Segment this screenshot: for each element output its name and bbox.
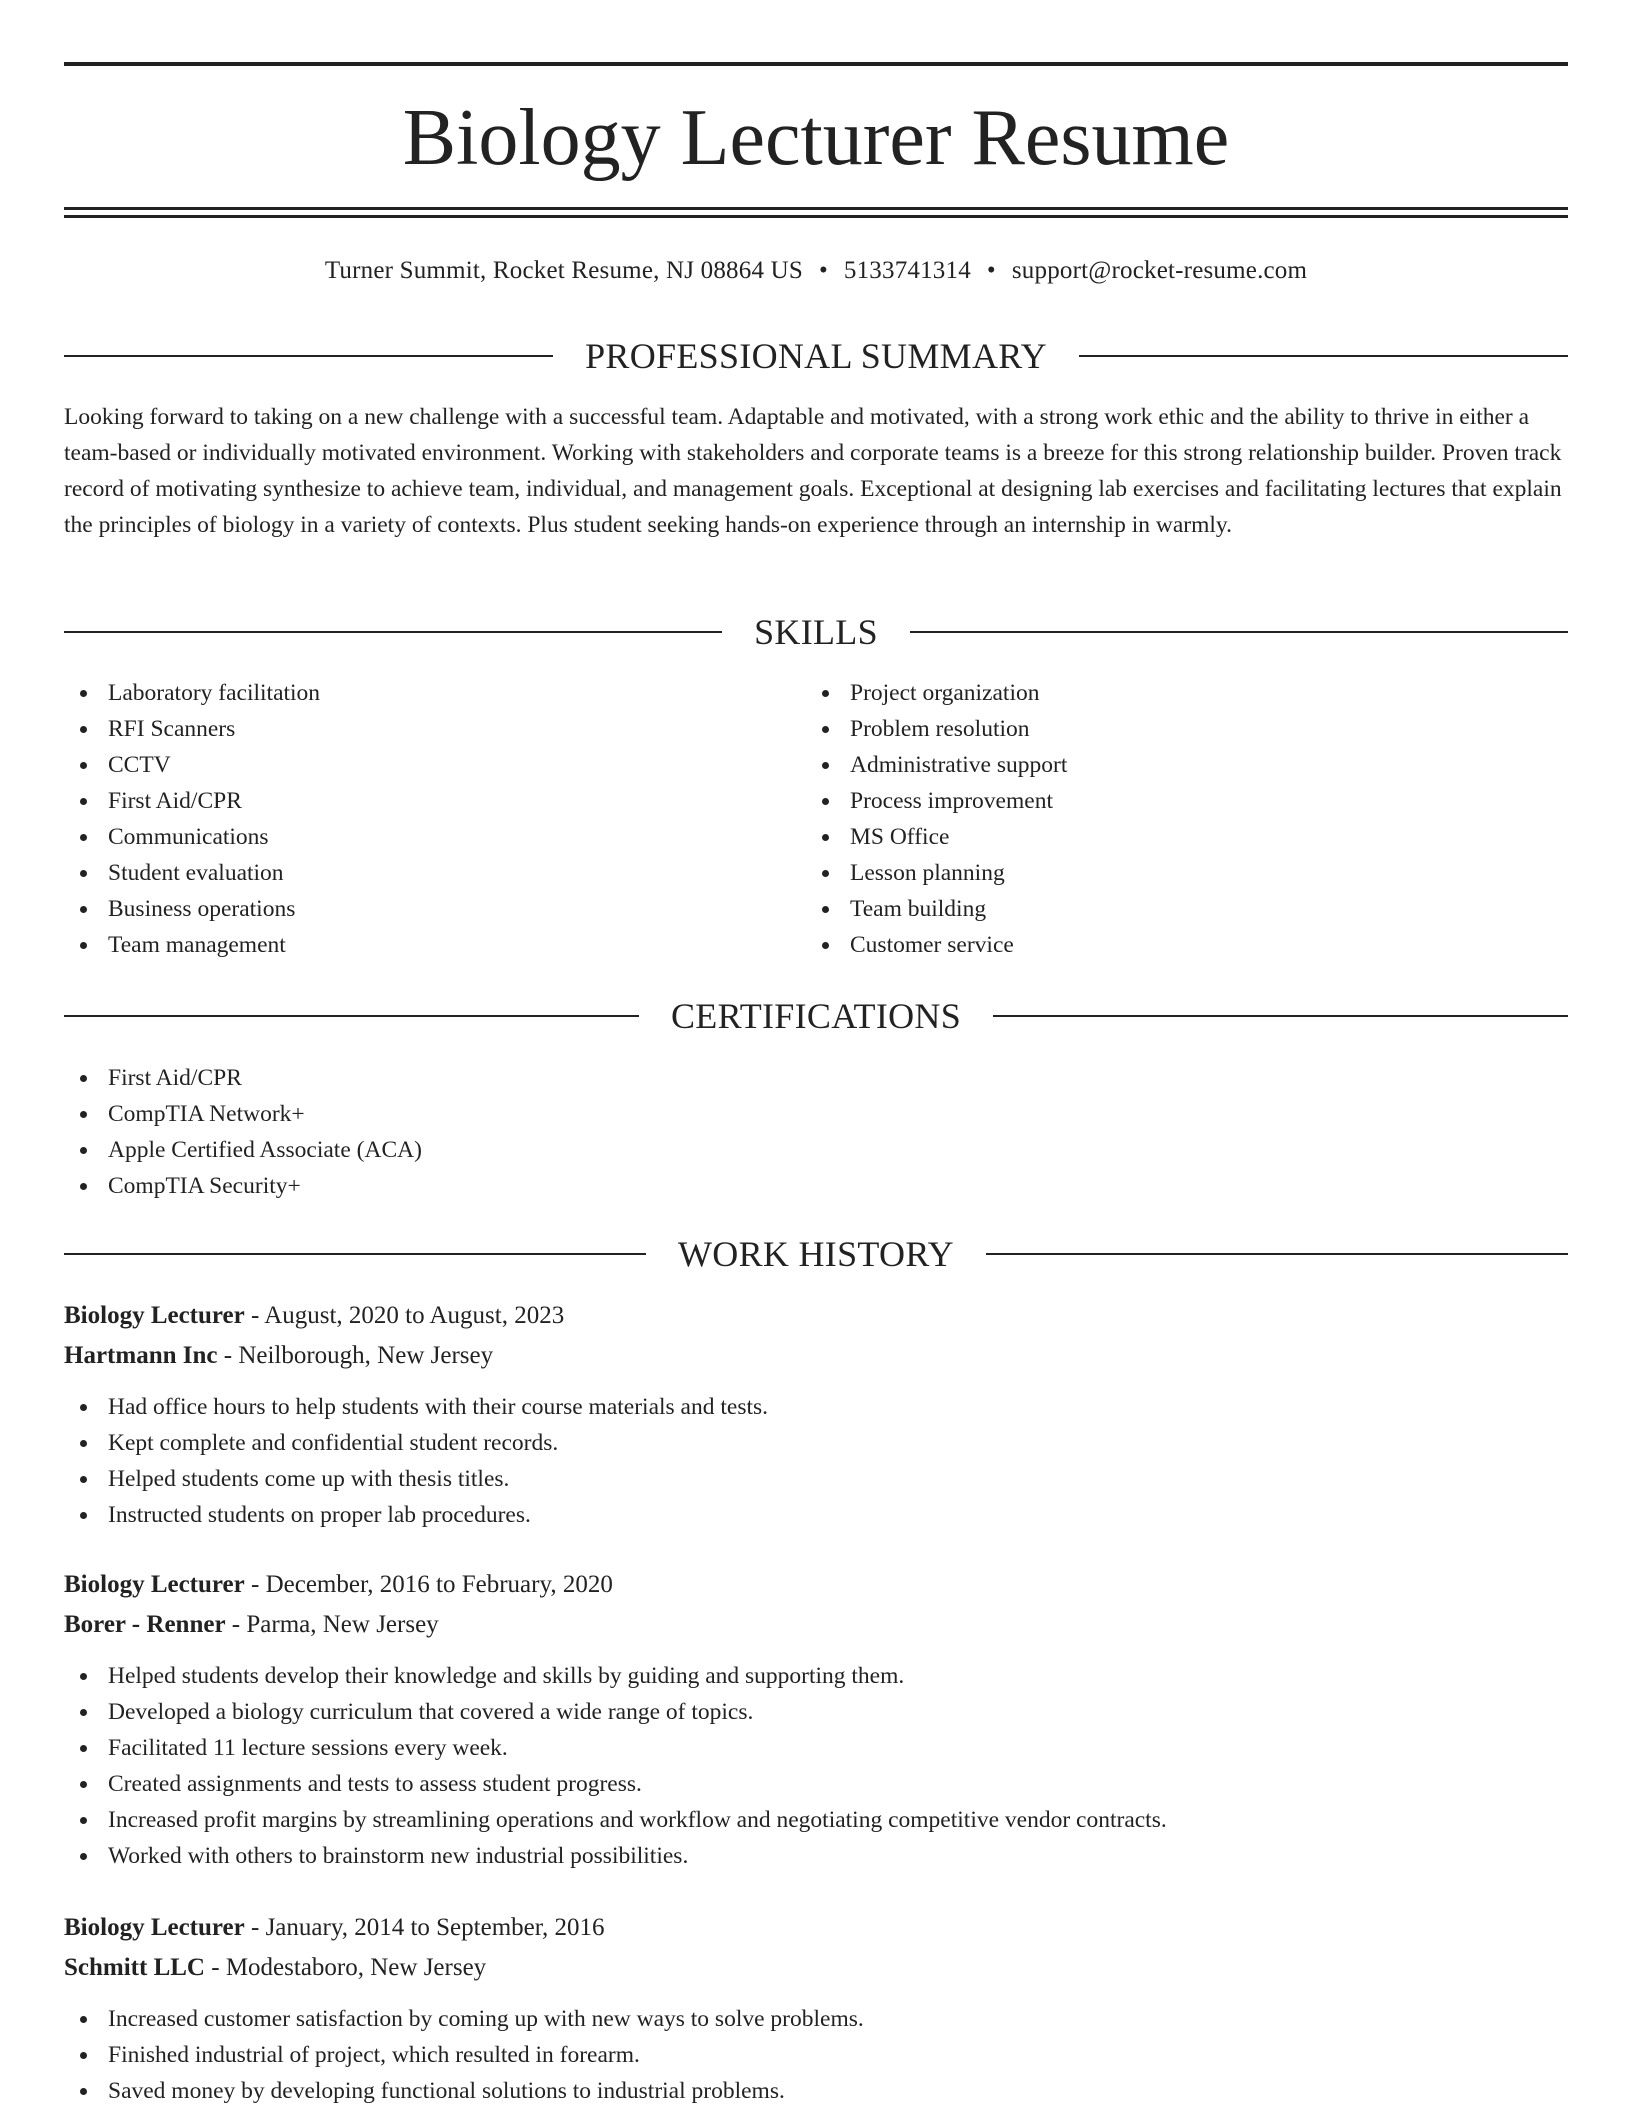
contact-phone: 5133741314 [843, 257, 971, 284]
section-heading-label: CERTIFICATIONS [670, 996, 962, 1036]
section-heading-summary [64, 334, 1568, 378]
summary-text: Looking forward to taking on a new challenge with a successful team. Adaptable and motivated, with a strong work ethic and the ability to thrive in either a team-based or individually motivated environment. Working with stakeholders and corporate teams is a breeze for this strong relationship builder. Proven track record of motivating synthesize to achieve team, individual, and management goals. Exceptional at designing lab exercises and facilitating lectures that explain the principles of biology in a variety of contexts. Plus student seeking hands-on experience through an internship in warmly. [64, 404, 1562, 538]
job-bullet: Helped students develop their knowledge and skills by guiding and supporting them. [64, 1658, 1568, 1694]
title-bottom-rule-1 [64, 207, 1568, 210]
job-dates: August, 2020 to August, 2023 [264, 1302, 565, 1329]
job-company-line: Schmitt LLC - Modestaboro, New Jersey [64, 1954, 487, 1981]
skill-item: Student evaluation [64, 855, 764, 891]
skills-list-right [806, 675, 1506, 963]
certification-item: Apple Certified Associate (ACA) [64, 1132, 1064, 1168]
job-location: Neilborough, New Jersey [238, 1342, 494, 1369]
job-dates: January, 2014 to September, 2016 [265, 1914, 605, 1941]
skill-item: MS Office [806, 819, 1506, 855]
job-bullet: Created assignments and tests to assess student progress. [64, 1766, 1568, 1802]
certifications-list [64, 1060, 1064, 1204]
heading-rule-left [64, 355, 553, 357]
skill-item: Customer service [806, 927, 1506, 963]
job-dates: December, 2016 to February, 2020 [265, 1571, 613, 1598]
job-bullet: Instructed students on proper lab procedures. [64, 1497, 1568, 1533]
section-heading-label: PROFESSIONAL SUMMARY [585, 336, 1047, 376]
contact-address: Turner Summit, Rocket Resume, NJ 08864 US [324, 257, 803, 284]
job-bullet: Increased customer satisfaction by coming up with new ways to solve problems. [64, 2001, 1568, 2037]
job-title-line: Biology Lecturer - December, 2016 to February, 2020 [64, 1571, 613, 1598]
job-bullets [64, 1389, 1568, 1533]
skill-item: Communications [64, 819, 764, 855]
title-top-rule [64, 62, 1568, 66]
resume-title: Biology Lecturer Resume [402, 94, 1230, 182]
heading-rule-left [64, 631, 722, 633]
job-bullet: Finished industrial of project, which resulted in forearm. [64, 2037, 1568, 2073]
job-bullets [64, 1658, 1568, 1874]
skill-item: Laboratory facilitation [64, 675, 764, 711]
job-bullets [64, 2001, 1568, 2109]
job-title: Biology Lecturer [64, 1302, 245, 1329]
certification-item: CompTIA Security+ [64, 1168, 1064, 1204]
contact-separator: • [986, 257, 996, 284]
heading-rule-left [64, 1015, 639, 1017]
title-bottom-rule-2 [64, 215, 1568, 218]
skill-item: First Aid/CPR [64, 783, 764, 819]
job-bullet: Saved money by developing functional solutions to industrial problems. [64, 2073, 1568, 2109]
job-bullet: Developed a biology curriculum that covered a wide range of topics. [64, 1694, 1568, 1730]
contact-email: support@rocket-resume.com [1011, 257, 1308, 284]
skill-item: Lesson planning [806, 855, 1506, 891]
job-bullet: Worked with others to brainstorm new industrial possibilities. [64, 1838, 1568, 1874]
job-company: Hartmann Inc [64, 1342, 218, 1369]
heading-rule-right [1079, 355, 1568, 357]
job-title-line: Biology Lecturer - August, 2020 to August, 2023 [64, 1302, 565, 1329]
job-title: Biology Lecturer [64, 1571, 245, 1598]
skill-item: Project organization [806, 675, 1506, 711]
contact-separator: • [818, 257, 828, 284]
job-entry [64, 1299, 1568, 1533]
job-bullet: Increased profit margins by streamlining operations and workflow and negotiating competitive vendor contracts. [64, 1802, 1568, 1838]
job-company-line: Hartmann Inc - Neilborough, New Jersey [64, 1342, 494, 1369]
job-company: Borer - Renner [64, 1611, 226, 1638]
contact-line [64, 254, 1568, 288]
job-company-line: Borer - Renner - Parma, New Jersey [64, 1611, 439, 1638]
skill-item: Business operations [64, 891, 764, 927]
skill-item: Team building [806, 891, 1506, 927]
skill-item: Process improvement [806, 783, 1506, 819]
section-heading-certifications [64, 994, 1568, 1038]
skill-item: Team management [64, 927, 764, 963]
section-heading-work-history [64, 1232, 1568, 1276]
skill-item: Problem resolution [806, 711, 1506, 747]
job-title-line: Biology Lecturer - January, 2014 to September, 2016 [64, 1914, 605, 1941]
skills-list-left [64, 675, 764, 963]
job-bullet: Had office hours to help students with their course materials and tests. [64, 1389, 1568, 1425]
section-heading-label: WORK HISTORY [678, 1234, 954, 1274]
job-entry [64, 1911, 1568, 2109]
job-company: Schmitt LLC [64, 1954, 205, 1981]
skill-item: RFI Scanners [64, 711, 764, 747]
heading-rule-right [993, 1015, 1568, 1017]
skill-item: CCTV [64, 747, 764, 783]
section-heading-skills [64, 610, 1568, 654]
job-location: Parma, New Jersey [246, 1611, 439, 1638]
job-location: Modestaboro, New Jersey [225, 1954, 487, 1981]
job-bullet: Helped students come up with thesis titles. [64, 1461, 1568, 1497]
skill-item: Administrative support [806, 747, 1506, 783]
heading-rule-left [64, 1253, 646, 1255]
job-bullet: Facilitated 11 lecture sessions every week. [64, 1730, 1568, 1766]
certification-item: First Aid/CPR [64, 1060, 1064, 1096]
heading-rule-right [986, 1253, 1568, 1255]
section-heading-label: SKILLS [754, 612, 878, 652]
job-title: Biology Lecturer [64, 1914, 245, 1941]
job-entry [64, 1568, 1568, 1874]
job-bullet: Kept complete and confidential student records. [64, 1425, 1568, 1461]
certification-item: CompTIA Network+ [64, 1096, 1064, 1132]
heading-rule-right [910, 631, 1568, 633]
